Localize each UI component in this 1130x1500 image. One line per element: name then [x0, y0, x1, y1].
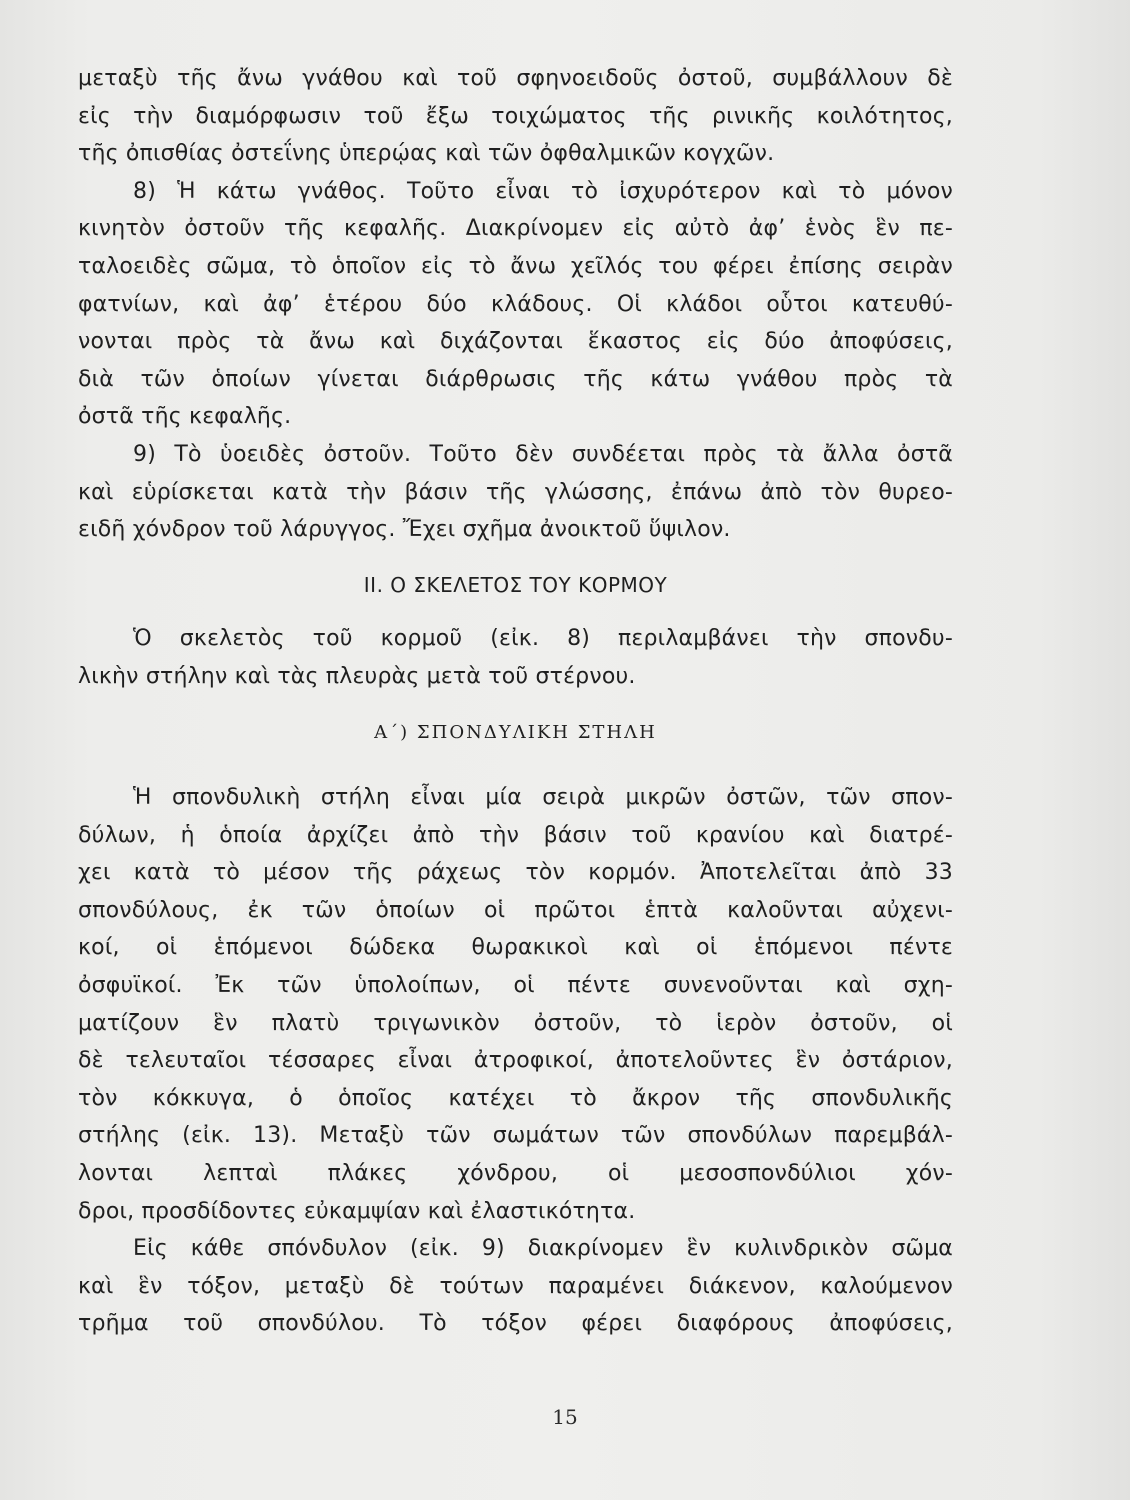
text-line: στήλης (εἰκ. 13). Μεταξὺ τῶν σωμάτων τῶν σπονδύλων παρεμβάλ-	[78, 1123, 953, 1149]
text-line-paragraph-9: 9) Τὸ ὑοειδὲς ὀστοῦν. Τοῦτο δὲν συνδέεται πρὸς τὰ ἄλλα ὀστᾶ	[133, 441, 953, 467]
text-line: Εἰς κάθε σπόνδυλον (εἰκ. 9) διακρίνομεν ἓν κυλινδρικὸν σῶμα	[133, 1236, 953, 1262]
text-line: σπονδύλους, ἐκ τῶν ὁποίων οἱ πρῶτοι ἑπτὰ καλοῦνται αὐχενι-	[78, 897, 953, 923]
text-line: Ὁ σκελετὸς τοῦ κορμοῦ (εἰκ. 8) περιλαμβάνει τὴν σπονδυ-	[133, 626, 953, 652]
text-line: δύλων, ἡ ὁποία ἀρχίζει ἀπὸ τὴν βάσιν τοῦ κρανίου καὶ διατρέ-	[78, 822, 953, 848]
text-line: ταλοειδὲς σῶμα, τὸ ὁποῖον εἰς τὸ ἄνω χεῖλός του φέρει ἐπίσης σειρὰν	[78, 253, 953, 279]
text-line: λικὴν στήλην καὶ τὰς πλευρὰς μετὰ τοῦ στέρνου.	[78, 663, 636, 689]
text-line: κοί, οἱ ἑπόμενοι δώδεκα θωρακικοὶ καὶ οἱ ἑπόμενοι πέντε	[78, 935, 953, 961]
text-line-paragraph-8: 8) Ἡ κάτω γνάθος. Τοῦτο εἶναι τὸ ἰσχυρότερον καὶ τὸ μόνον	[133, 178, 953, 204]
text-line: κινητὸν ὀστοῦν τῆς κεφαλῆς. Διακρίνομεν εἰς αὐτὸ ἀφ’ ἑνὸς ἓν πε-	[78, 216, 953, 242]
text-line: ὀσφυϊκοί. Ἐκ τῶν ὑπολοίπων, οἱ πέντε συνενοῦνται καὶ σχη-	[78, 973, 953, 999]
text-line: λονται λεπταὶ πλάκες χόνδρου, οἱ μεσοσπονδύλιοι χόν-	[78, 1161, 953, 1187]
text-line: ματίζουν ἓν πλατὺ τριγωνικὸν ὀστοῦν, τὸ ἱερὸν ὀστοῦν, οἱ	[78, 1010, 953, 1036]
page-text	[78, 60, 953, 1343]
text-line: τρῆμα τοῦ σπονδύλου. Τὸ τόξον φέρει διαφόρους ἀποφύσεις,	[78, 1311, 953, 1337]
text-line: καὶ εὑρίσκεται κατὰ τὴν βάσιν τῆς γλώσσης, ἐπάνω ἀπὸ τὸν θυρεο-	[78, 479, 953, 505]
text-line: χει κατὰ τὸ μέσον τῆς ράχεως τὸν κορμόν. Ἀποτελεῖται ἀπὸ 33	[78, 860, 953, 886]
page-number: 15	[552, 1405, 578, 1429]
text-line: καὶ ἓν τόξον, μεταξὺ δὲ τούτων παραμένει διάκενον, καλούμενον	[78, 1273, 953, 1299]
text-line: μεταξὺ τῆς ἄνω γνάθου καὶ τοῦ σφηνοειδοῦς ὀστοῦ, συμβάλλουν δὲ	[78, 66, 953, 91]
text-line: Ἡ σπονδυλικὴ στήλη εἶναι μία σειρὰ μικρῶν ὀστῶν, τῶν σπον-	[133, 785, 953, 811]
section-heading-trunk-skeleton: ΙΙ. Ο ΣΚΕΛΕΤΟΣ ΤΟΥ ΚΟΡΜΟΥ	[363, 572, 668, 597]
text-line: δὲ τελευταῖοι τέσσαρες εἶναι ἀτροφικοί, ἀποτελοῦντες ἓν ὀστάριον,	[78, 1048, 953, 1074]
text-line: τῆς ὀπισθίας ὀστεΐνης ὑπερῴας καὶ τῶν ὀφθαλμικῶν κογχῶν.	[78, 141, 775, 167]
section-heading-spinal-column: Α΄) ΣΠΟΝΔΥΛΙΚΗ ΣΤΗΛΗ	[374, 721, 657, 743]
text-line: τὸν κόκκυγα, ὁ ὁποῖος κατέχει τὸ ἄκρον τῆς σπονδυλικῆς	[78, 1085, 953, 1111]
text-line: εἰς τὴν διαμόρφωσιν τοῦ ἔξω τοιχώματος τῆς ρινικῆς κοιλότητος,	[78, 103, 953, 129]
text-line: διὰ τῶν ὁποίων γίνεται διάρθρωσις τῆς κάτω γνάθου πρὸς τὰ	[78, 366, 953, 392]
text-line: νονται πρὸς τὰ ἄνω καὶ διχάζονται ἕκαστος εἰς δύο ἀποφύσεις,	[78, 329, 953, 355]
text-line: φατνίων, καὶ ἀφ’ ἑτέρου δύο κλάδους. Οἱ κλάδοι οὗτοι κατευθύ-	[78, 291, 953, 317]
text-line: ὀστᾶ τῆς κεφαλῆς.	[78, 404, 292, 430]
text-line: ειδῆ χόνδρον τοῦ λάρυγγος. Ἔχει σχῆμα ἀνοικτοῦ ὕψιλον.	[78, 517, 731, 543]
text-line: δροι, προσδίδοντες εὐκαμψίαν καὶ ἐλαστικότητα.	[78, 1198, 636, 1224]
